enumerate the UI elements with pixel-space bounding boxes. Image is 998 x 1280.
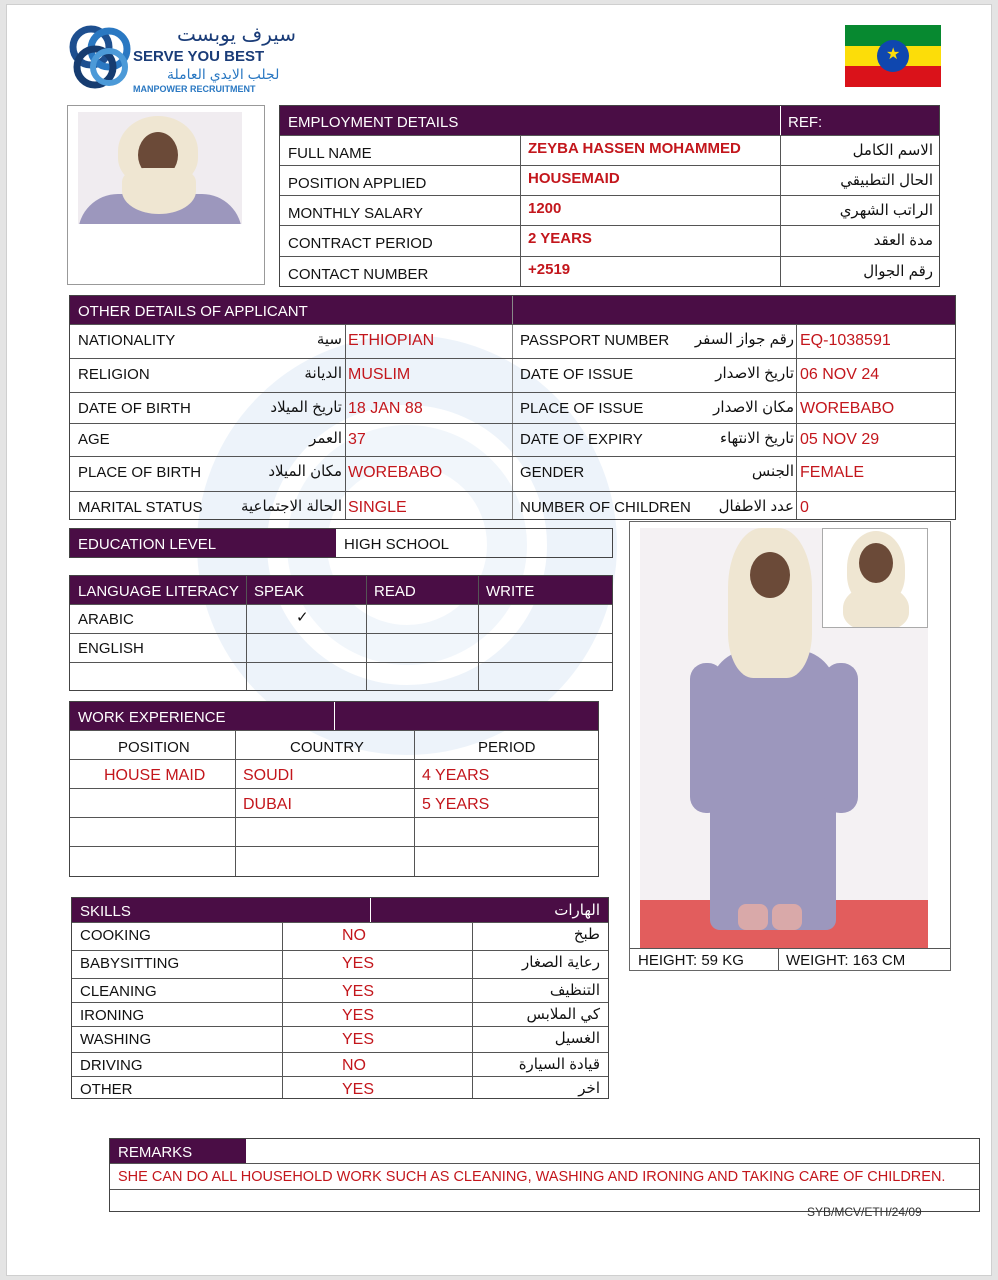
row-divider bbox=[72, 950, 608, 951]
col-divider bbox=[414, 730, 415, 876]
other-right-value: 0 bbox=[800, 499, 809, 516]
experience-position: HOUSE MAID bbox=[104, 767, 206, 784]
col-divider bbox=[282, 922, 283, 1098]
skill-arabic: طبخ bbox=[573, 926, 600, 943]
employment-title: EMPLOYMENT DETAILS bbox=[288, 114, 459, 131]
weight-measurement: WEIGHT: 163 CM bbox=[786, 952, 906, 969]
row-divider bbox=[70, 759, 598, 760]
ethiopia-flag: ★ bbox=[845, 25, 941, 87]
row-divider bbox=[70, 604, 612, 605]
other-left-value: MUSLIM bbox=[348, 366, 411, 383]
other-left-label: AGE bbox=[78, 431, 110, 448]
skill-value: NO bbox=[342, 1057, 366, 1074]
education-table bbox=[69, 528, 613, 558]
height-measurement: HEIGHT: 59 KG bbox=[638, 952, 744, 969]
company-arabic-tagline: لجلب الايدي العاملة bbox=[167, 66, 280, 82]
row-divider bbox=[70, 662, 612, 663]
other-left-value: ETHIOPIAN bbox=[348, 332, 435, 349]
row-divider bbox=[72, 1002, 608, 1003]
other-right-label: GENDER bbox=[520, 464, 585, 481]
employment-label: POSITION APPLIED bbox=[288, 175, 427, 192]
company-tagline: MANPOWER RECRUITMENT bbox=[133, 84, 256, 94]
skill-value: YES bbox=[342, 1007, 375, 1024]
other-left-value: 18 JAN 88 bbox=[348, 400, 423, 417]
col-divider bbox=[235, 730, 236, 876]
skill-arabic: الغسيل bbox=[554, 1030, 600, 1047]
work-experience-table bbox=[69, 701, 599, 877]
skill-arabic: قيادة السيارة bbox=[518, 1056, 600, 1073]
cv-page bbox=[6, 4, 992, 1276]
remarks-title: REMARKS bbox=[118, 1144, 193, 1161]
experience-country: DUBAI bbox=[243, 796, 292, 813]
employment-label: CONTACT NUMBER bbox=[288, 266, 429, 283]
applicant-photo-small bbox=[67, 105, 265, 285]
row-divider bbox=[70, 423, 955, 424]
applicant-photo-inset bbox=[822, 528, 928, 628]
row-divider bbox=[70, 491, 955, 492]
employment-arabic-label: مدة العقد bbox=[873, 232, 933, 249]
experience-period: 4 YEARS bbox=[422, 767, 490, 784]
period-header: PERIOD bbox=[478, 739, 536, 756]
employment-value: 2 YEARS bbox=[528, 230, 592, 247]
language-name: ARABIC bbox=[78, 611, 134, 628]
skill-name: COOKING bbox=[80, 927, 151, 944]
row-divider bbox=[72, 922, 608, 923]
col-divider bbox=[345, 324, 346, 519]
skill-name: IRONING bbox=[80, 1007, 145, 1024]
skill-name: DRIVING bbox=[80, 1057, 143, 1074]
speak-mark: ✓ bbox=[296, 609, 309, 626]
other-left-label: DATE OF BIRTH bbox=[78, 400, 191, 417]
language-table bbox=[69, 575, 613, 691]
employment-value: 1200 bbox=[528, 200, 562, 217]
col-divider bbox=[780, 135, 781, 286]
other-left-value: WOREBABO bbox=[348, 464, 443, 481]
row-divider bbox=[70, 456, 955, 457]
other-left-label: NATIONALITY bbox=[78, 332, 176, 349]
experience-country: SOUDI bbox=[243, 767, 294, 784]
row-divider bbox=[280, 135, 939, 136]
employment-label: FULL NAME bbox=[288, 145, 372, 162]
employment-value: HOUSEMAID bbox=[528, 170, 620, 187]
other-left-arabic: الديانة bbox=[304, 365, 342, 382]
other-left-arabic: تاريخ الميلاد bbox=[270, 399, 342, 416]
employment-value: +2519 bbox=[528, 261, 571, 278]
other-right-arabic: الجنس bbox=[751, 463, 794, 480]
read-header: READ bbox=[374, 583, 416, 600]
logo-knot-icon bbox=[67, 23, 133, 93]
row-divider bbox=[72, 1052, 608, 1053]
skill-name: OTHER bbox=[80, 1081, 133, 1098]
other-left-value: SINGLE bbox=[348, 499, 407, 516]
applicant-photo-full bbox=[629, 521, 951, 971]
other-details-table bbox=[69, 295, 956, 520]
other-left-arabic: سية bbox=[316, 331, 342, 348]
employment-arabic-label: الراتب الشهري bbox=[839, 202, 933, 219]
other-right-label: DATE OF ISSUE bbox=[520, 366, 634, 383]
skills-title: SKILLS bbox=[80, 903, 131, 920]
employment-arabic-label: رقم الجوال bbox=[863, 263, 933, 280]
skill-value: NO bbox=[342, 927, 366, 944]
language-literacy-header: LANGUAGE LITERACY bbox=[78, 583, 239, 600]
row-divider bbox=[280, 225, 939, 226]
other-left-arabic: مكان الميلاد bbox=[268, 463, 342, 480]
employment-details-table bbox=[279, 105, 940, 287]
row-divider bbox=[70, 788, 598, 789]
other-left-label: RELIGION bbox=[78, 366, 150, 383]
row-divider bbox=[70, 846, 598, 847]
skill-arabic: التنظيف bbox=[549, 982, 600, 999]
skill-name: CLEANING bbox=[80, 983, 157, 1000]
skill-arabic: اخر bbox=[578, 1080, 600, 1097]
row-divider bbox=[70, 358, 955, 359]
skill-value: YES bbox=[342, 1031, 375, 1048]
skill-value: YES bbox=[342, 955, 375, 972]
skill-value: YES bbox=[342, 983, 375, 1000]
company-name: SERVE YOU BEST bbox=[133, 48, 265, 65]
employment-label: MONTHLY SALARY bbox=[288, 205, 424, 222]
skill-arabic: كي الملابس bbox=[526, 1006, 600, 1023]
skills-header bbox=[72, 898, 608, 922]
ref-label: REF: bbox=[788, 114, 823, 131]
row-divider bbox=[280, 165, 939, 166]
employment-arabic-label: الاسم الكامل bbox=[852, 142, 933, 159]
experience-period: 5 YEARS bbox=[422, 796, 490, 813]
other-left-value: 37 bbox=[348, 431, 366, 448]
education-label: EDUCATION LEVEL bbox=[78, 536, 217, 553]
other-right-value: 06 NOV 24 bbox=[800, 366, 880, 383]
other-right-arabic: تاريخ الانتهاء bbox=[720, 430, 794, 447]
footer-reference: SYB/MCV/ETH/24/09 bbox=[807, 1205, 922, 1219]
other-left-arabic: العمر bbox=[309, 430, 342, 447]
other-right-label: PASSPORT NUMBER bbox=[520, 332, 670, 349]
skills-table bbox=[71, 897, 609, 1099]
skill-arabic: رعاية الصغار bbox=[522, 954, 600, 971]
row-divider bbox=[70, 324, 955, 325]
row-divider bbox=[72, 978, 608, 979]
other-right-value: WOREBABO bbox=[800, 400, 895, 417]
row-divider bbox=[280, 195, 939, 196]
row-divider bbox=[70, 730, 598, 731]
other-left-arabic: الحالة الاجتماعية bbox=[240, 498, 342, 515]
col-divider bbox=[796, 324, 797, 519]
row-divider bbox=[70, 817, 598, 818]
row-divider bbox=[70, 633, 612, 634]
row-divider bbox=[72, 1026, 608, 1027]
row-divider bbox=[72, 1076, 608, 1077]
col-divider bbox=[520, 135, 521, 286]
other-right-value: FEMALE bbox=[800, 464, 865, 481]
company-arabic-name: سيرف يوبست bbox=[177, 24, 297, 46]
other-right-arabic: مكان الاصدار bbox=[713, 399, 794, 416]
skill-name: BABYSITTING bbox=[80, 955, 180, 972]
row-divider bbox=[70, 392, 955, 393]
education-value: HIGH SCHOOL bbox=[344, 536, 450, 553]
employment-value: ZEYBA HASSEN MOHAMMED bbox=[528, 140, 741, 157]
row-divider bbox=[280, 256, 939, 257]
language-name: ENGLISH bbox=[78, 640, 144, 657]
other-left-label: MARITAL STATUS bbox=[78, 499, 203, 516]
other-right-value: 05 NOV 29 bbox=[800, 431, 880, 448]
other-right-label: NUMBER OF CHILDREN bbox=[520, 499, 691, 516]
col-divider bbox=[472, 922, 473, 1098]
employment-label: CONTRACT PERIOD bbox=[288, 235, 433, 252]
other-right-arabic: عدد الاطفال bbox=[718, 498, 794, 515]
remarks-text: SHE CAN DO ALL HOUSEHOLD WORK SUCH AS CLEANING, WASHING AND IRONING AND TAKING CARE OF CHILDREN. bbox=[118, 1169, 946, 1185]
other-right-label: PLACE OF ISSUE bbox=[520, 400, 644, 417]
skill-value: YES bbox=[342, 1081, 375, 1098]
other-right-arabic: رقم جواز السفر bbox=[694, 331, 794, 348]
speak-header: SPEAK bbox=[254, 583, 305, 600]
position-header: POSITION bbox=[118, 739, 190, 756]
other-details-title: OTHER DETAILS OF APPLICANT bbox=[78, 303, 308, 320]
skills-arabic-title: الهارات bbox=[554, 902, 600, 919]
employment-arabic-label: الحال التطبيقي bbox=[840, 172, 933, 189]
other-right-label: DATE OF EXPIRY bbox=[520, 431, 643, 448]
country-header: COUNTRY bbox=[290, 739, 364, 756]
company-logo bbox=[67, 23, 297, 95]
work-experience-title: WORK EXPERIENCE bbox=[78, 709, 226, 726]
skill-name: WASHING bbox=[80, 1031, 152, 1048]
other-right-arabic: تاريخ الاصدار bbox=[715, 365, 794, 382]
other-right-value: EQ-1038591 bbox=[800, 332, 891, 349]
remarks-box bbox=[109, 1138, 980, 1212]
other-left-label: PLACE OF BIRTH bbox=[78, 464, 202, 481]
write-header: WRITE bbox=[486, 583, 535, 600]
